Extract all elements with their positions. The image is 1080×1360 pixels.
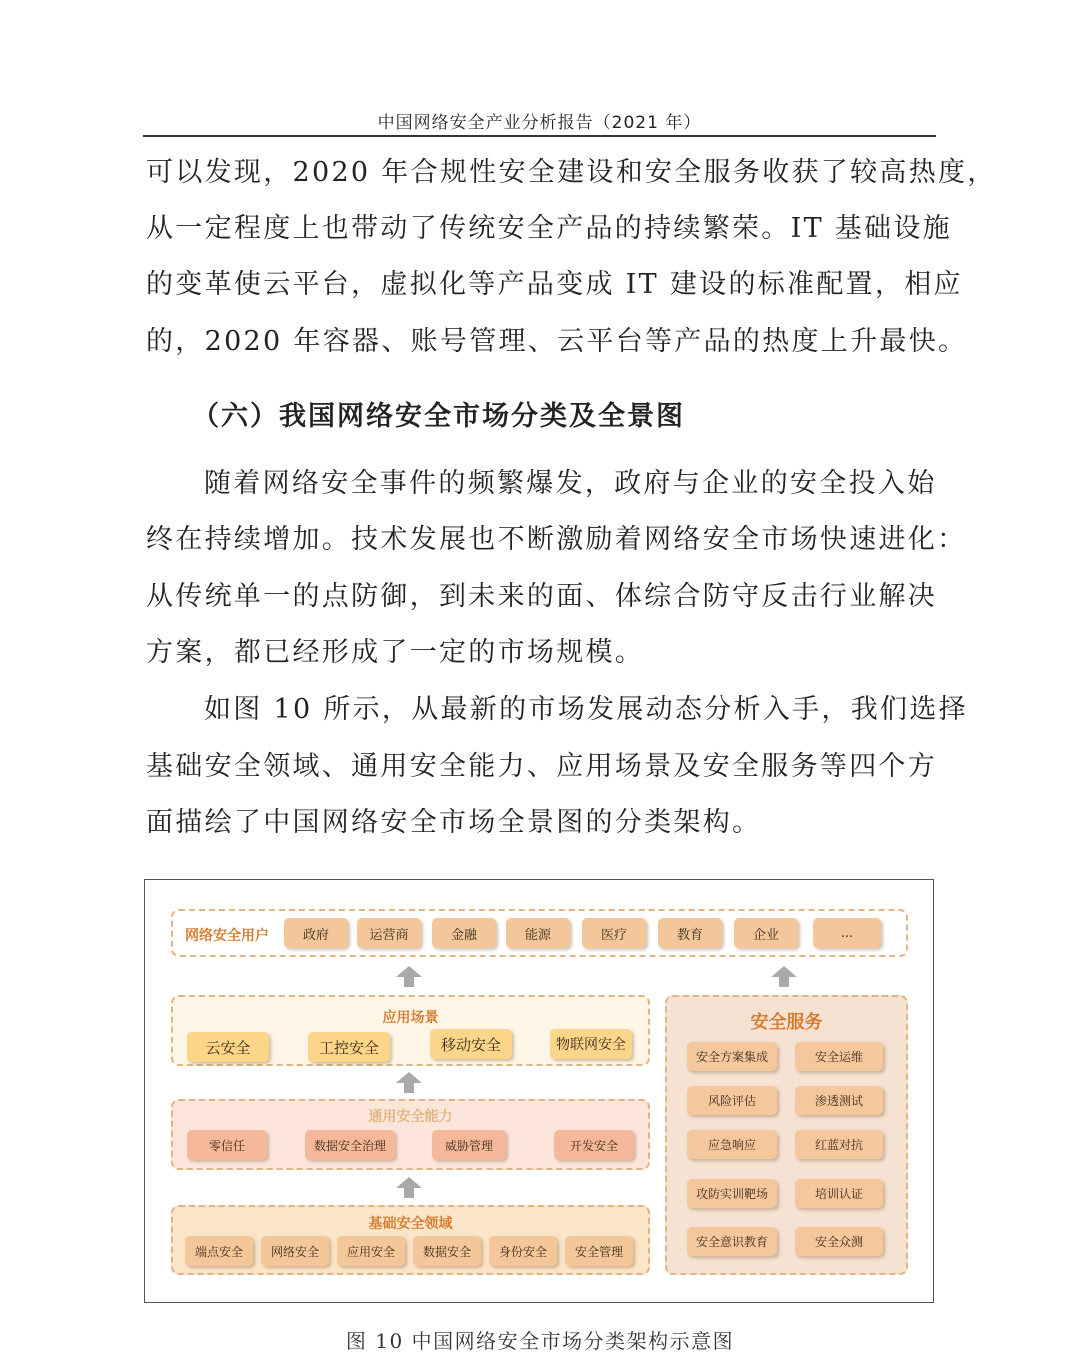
domain-tile: 端点安全	[185, 1236, 253, 1266]
app-scenario-tile: 工控安全	[308, 1032, 390, 1062]
domain-tile: 数据安全	[413, 1236, 481, 1266]
service-tile: 风险评估	[687, 1086, 777, 1115]
app-scenario-tile: 移动安全	[430, 1029, 512, 1059]
paragraph-line: 如图 10 所示，从最新的市场发展动态分析入手，我们选择	[204, 694, 968, 725]
domain-tile: 安全管理	[565, 1236, 633, 1266]
domain-tile: 网络安全	[261, 1236, 329, 1266]
general-capabilities-title: 通用安全能力	[368, 1109, 453, 1125]
security-services-title: 安全服务	[750, 1012, 823, 1033]
service-tile: 安全意识教育	[687, 1227, 777, 1256]
capability-tile: 开发安全	[554, 1130, 634, 1160]
paragraph-line: 的，2020 年容器、账号管理、云平台等产品的热度上升最快。	[146, 326, 968, 357]
service-tile: 培训认证	[795, 1179, 883, 1208]
user-tile: 教育	[658, 918, 722, 948]
basic-domains-title: 基础安全领域	[368, 1216, 453, 1232]
user-tile: 金融	[432, 918, 496, 948]
domain-tile: 应用安全	[337, 1236, 405, 1266]
header-divider	[143, 135, 936, 137]
service-tile: 攻防实训靶场	[687, 1179, 777, 1208]
figure-caption: 图 10 中国网络安全市场分类架构示意图	[345, 1329, 735, 1353]
paragraph-line: 方案，都已经形成了一定的市场规模。	[146, 637, 645, 668]
section-heading: （六）我国网络安全市场分类及全景图	[192, 401, 685, 432]
user-tile: ...	[813, 918, 881, 948]
service-tile: 渗透测试	[795, 1086, 883, 1115]
page-header: 中国网络安全产业分析报告（2021 年）	[377, 113, 702, 133]
market-architecture-figure	[144, 879, 934, 1303]
user-tile: 企业	[734, 918, 798, 948]
app-scenario-tile: 物联网安全	[550, 1029, 632, 1059]
paragraph-line: 随着网络安全事件的频繁爆发，政府与企业的安全投入始	[204, 468, 937, 499]
paragraph-line: 面描绘了中国网络安全市场全景图的分类架构。	[146, 807, 762, 838]
app-scenarios-title: 应用场景	[382, 1010, 439, 1026]
capability-tile: 威胁管理	[432, 1130, 506, 1160]
user-tile: 医疗	[582, 918, 646, 948]
paragraph-line: 从一定程度上也带动了传统安全产品的持续繁荣。IT 基础设施	[146, 213, 952, 244]
service-tile: 应急响应	[687, 1130, 777, 1159]
paragraph-line: 的变革使云平台，虚拟化等产品变成 IT 建设的标准配置，相应	[146, 269, 963, 300]
capability-tile: 数据安全治理	[305, 1130, 395, 1160]
paragraph-line: 从传统单一的点防御，到未来的面、体综合防守反击行业解决	[146, 581, 938, 612]
user-tile: 能源	[506, 918, 570, 948]
paragraph-line: 可以发现，2020 年合规性安全建设和安全服务收获了较高热度，	[146, 157, 997, 188]
paragraph-line: 终在持续增加。技术发展也不断激励着网络安全市场快速进化：	[146, 524, 967, 555]
app-scenario-tile: 云安全	[187, 1032, 269, 1062]
service-tile: 安全方案集成	[687, 1042, 777, 1071]
users-label: 网络安全用户	[185, 928, 269, 944]
service-tile: 安全众测	[795, 1227, 883, 1256]
user-tile: 运营商	[357, 918, 421, 948]
paragraph-line: 基础安全领域、通用安全能力、应用场景及安全服务等四个方	[146, 751, 938, 782]
service-tile: 红蓝对抗	[795, 1130, 883, 1159]
user-tile: 政府	[284, 918, 348, 948]
capability-tile: 零信任	[187, 1130, 267, 1160]
service-tile: 安全运维	[795, 1042, 883, 1071]
domain-tile: 身份安全	[489, 1236, 557, 1266]
